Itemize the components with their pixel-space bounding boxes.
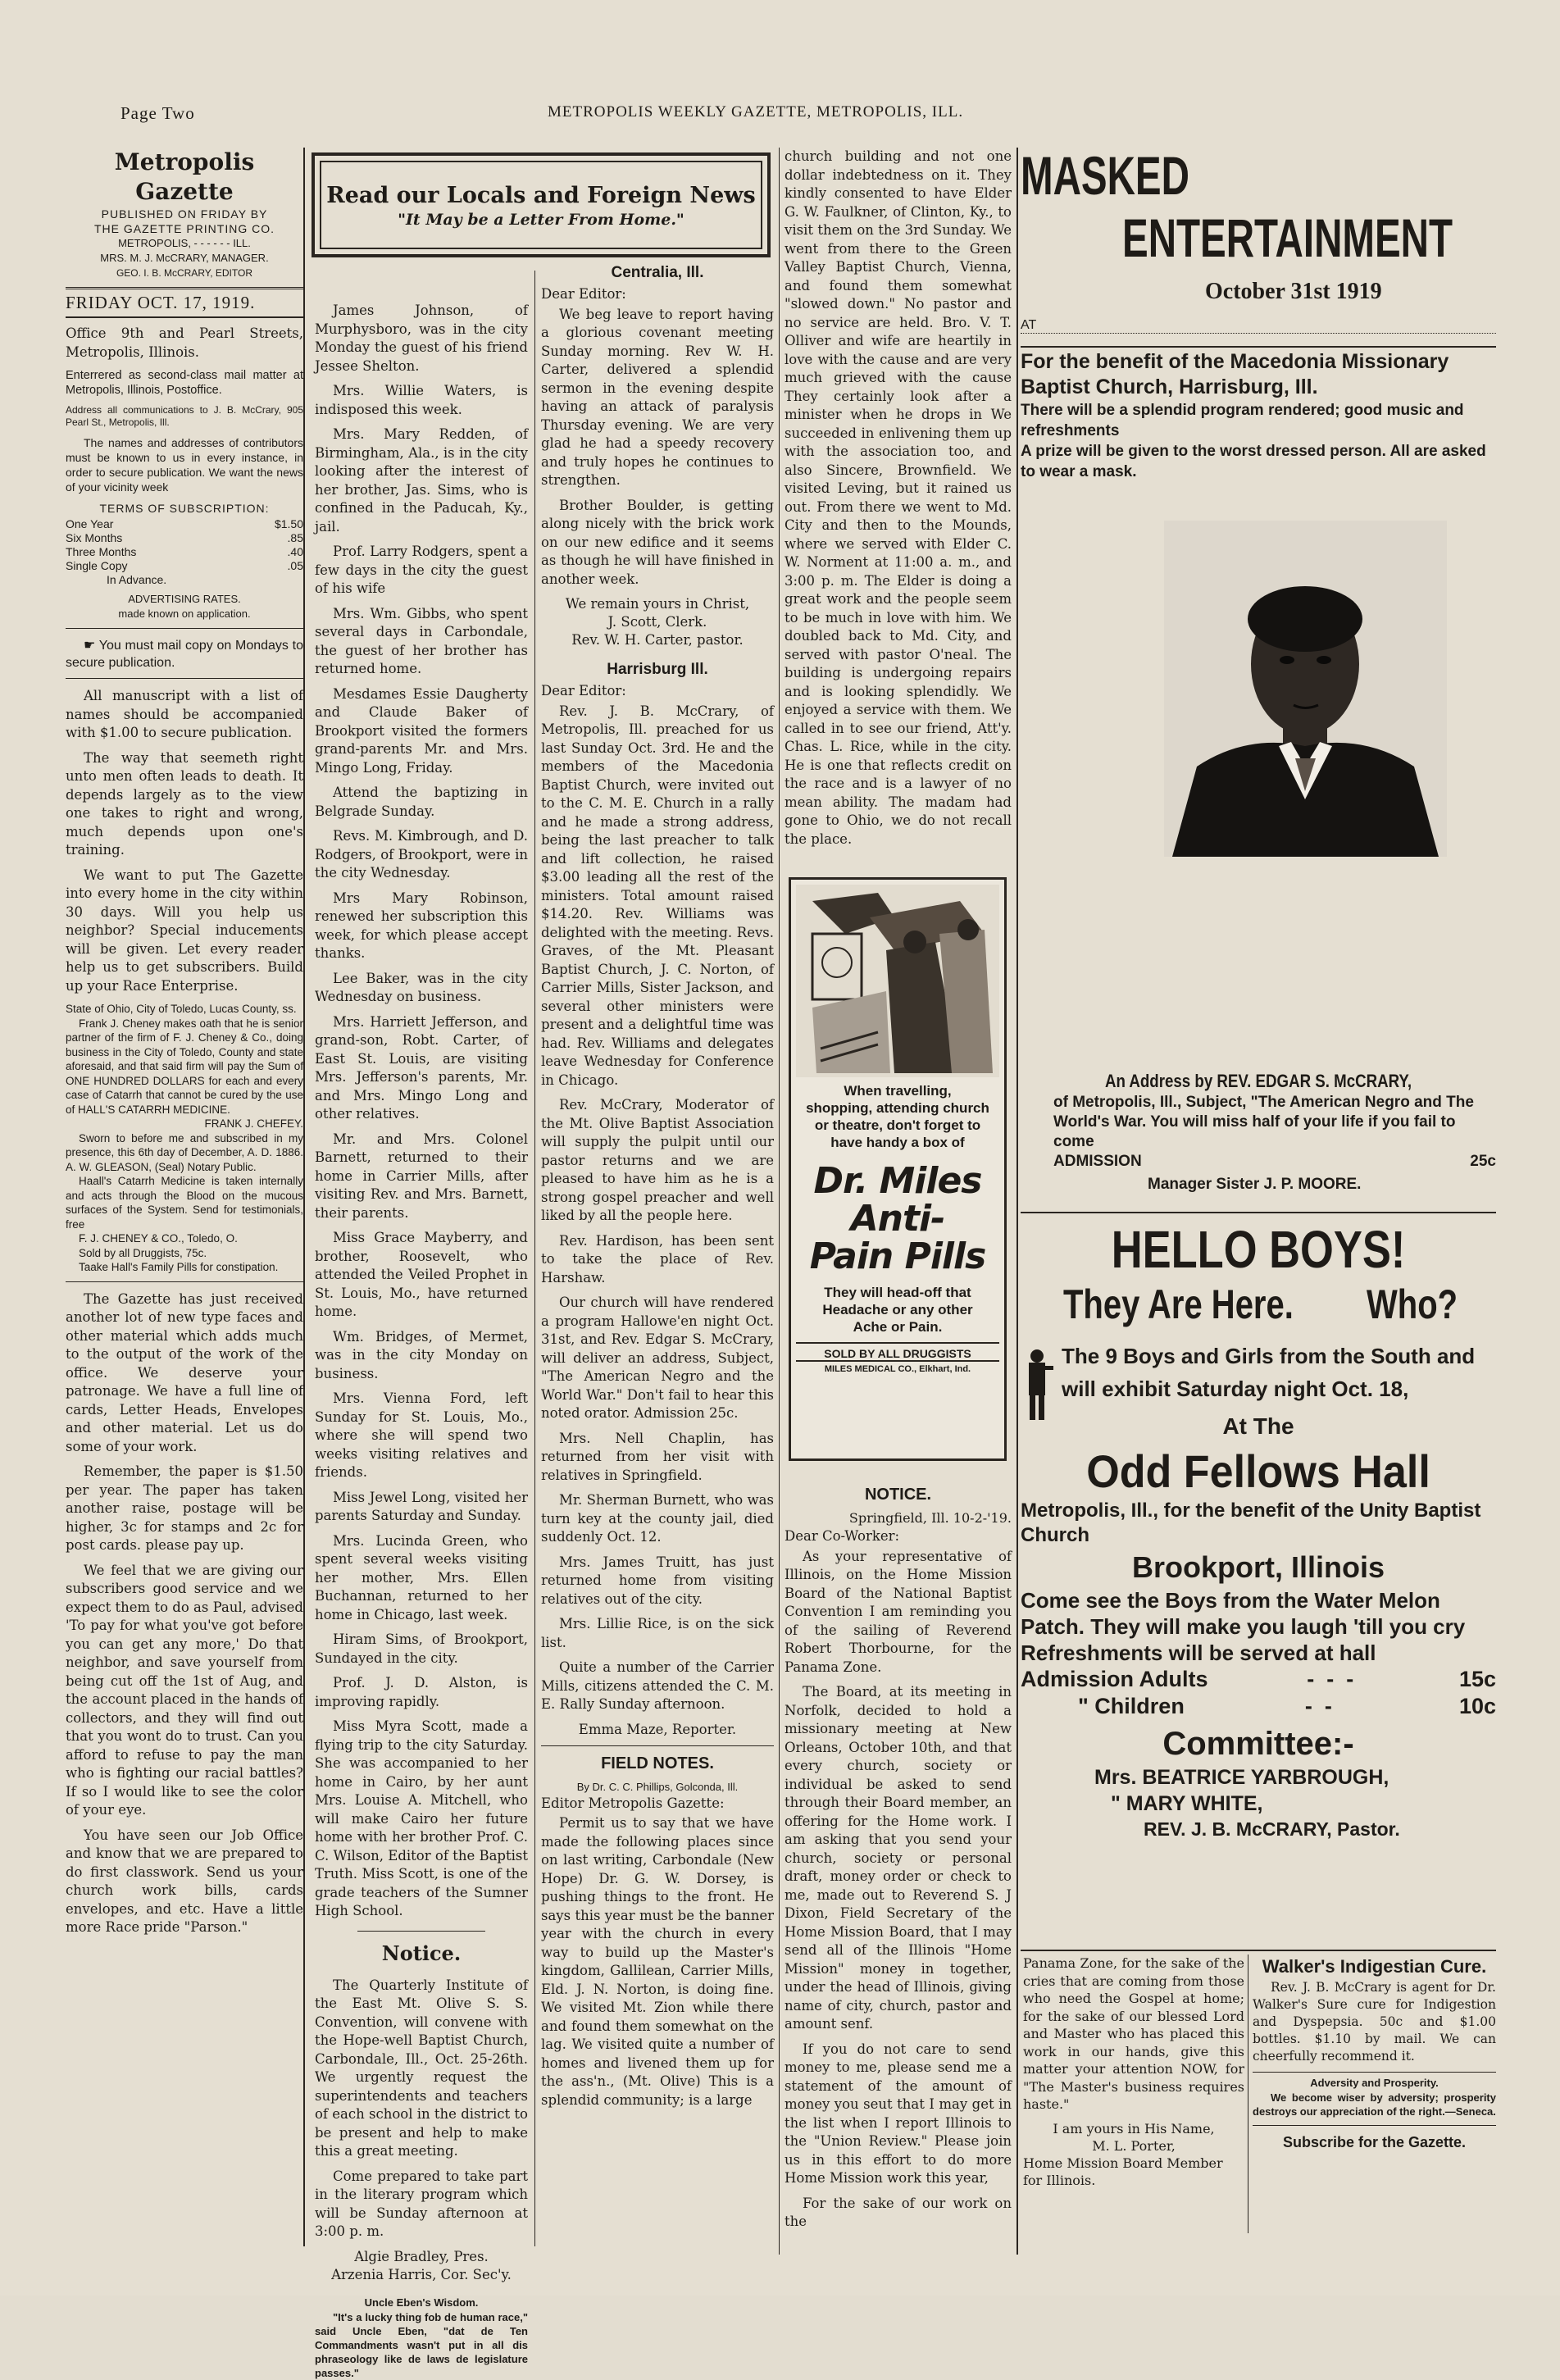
locals-box-subtitle: "It May be a Letter From Home." <box>398 211 684 229</box>
masthead <box>66 148 303 280</box>
man-silhouette-icon <box>1021 1348 1053 1422</box>
divider <box>357 1931 485 1932</box>
nine-boys: The 9 Boys and Girls from the South and will exhibit Saturday night Oct. 18, <box>1062 1344 1476 1401</box>
local-item: Lee Baker, was in the city Wednesday on business. <box>315 970 528 1004</box>
eben-title: Uncle Eben's Wisdom. <box>364 2296 479 2309</box>
notice-signature: Arzenia Harris, Cor. Sec'y. <box>331 2266 512 2282</box>
address-by: An Address by REV. EDGAR S. McCRARY, <box>1104 1071 1412 1091</box>
local-item: Miss Myra Scott, made a flying trip to the city Saturday. She was accompanied to her home in Cairo, by her aunt Mrs. Louise A. Mitchell, who will make Cairo her future home with her brother Prof. C. C. Wilson, Editor of the Baptist Truth. Miss Scott, is one of the grade teachers of the Sumner High School. <box>315 1718 528 1918</box>
divider <box>1253 2125 1496 2126</box>
notice-paragraph: As your representative of Illinois, on the Home Mission Board of the National Baptist Convention I am reminding you of the sailing of Reverend Robert Thorbourne, for the Panama Zone. <box>785 1548 1012 1675</box>
masthead-editor: GEO. I. B. McCRARY, EDITOR <box>116 267 253 279</box>
field-notes-continued: church building and not one dollar indebtedness on it. They kindly consented to have Elder G. W. Faulkner, of Clinton, Ky., to visit them on the 3rd Sunday. We went from there to the Green Valley Baptist Church, Vienna, and found them somewhat "slowed down." No pastor and no service are held. Bro. V. T. Olliver and wife are heartily in love with the cause and are very much grieved with the cause They certainly look after a minister when he drops in We succeeded in enlivening them up with the association too, and also Sincere, Brownfield. We visited Leving, but it rained us out. From there we went to Md. City and then to the Mounds, where we served with Elder C. W. Norment at 11:00 a. m., and 3:00 p. m. The Elder is doing a great work and the people seem to be much in love with him. We doubled back to Md. City, and served with pastor O'neal. The building is undergoing repairs and is looking splendidly. We enjoyed a service with them. We called in to see our friend, Att'y. Chas. L. Rice, while in the city. He is one that reflects credit on the race and is a lawyer of no mean ability. The madam had gone to Ohio, we do not recall the place. <box>785 148 1012 847</box>
notice-paragraph: Come prepared to take part in the literary program which will be Sunday afternoon at 3:00 p. m. <box>315 2168 528 2239</box>
ad-text: They will head-off that Headache or any other Ache or Pain. <box>822 1285 973 1335</box>
notice-title: NOTICE. <box>864 1486 932 1504</box>
centralia-title: Centralia, Ill. <box>611 264 704 281</box>
local-item: Hiram Sims, of Brookport, Sundayed in the city. <box>315 1631 528 1666</box>
notice-title: Notice. <box>381 1941 462 1965</box>
column-rule <box>534 271 535 2246</box>
notice-paragraph: For the sake of our work on the <box>785 2195 1012 2229</box>
admission-adults-row: Admission Adults - - - 15c <box>1021 1667 1496 1691</box>
local-item: Attend the baptizing in Belgrade Sunday. <box>315 785 528 819</box>
harrisburg-paragraph: Rev. J. B. McCrary, of Metropolis, Ill. preached for us last Sunday Oct. 3rd. He and the members of the Macedonia Baptist Church, were invited out to the C. M. E. Church in a rally and he made a strong address, being the last preacher to talk and lift collection, he raised $3.00 leading all the rest of the ministers. Total amount raised $14.20. Rev. Williams was delighted with the meeting. Revs. Graves, of the Mt. Pleasant Baptist Church, J. C. Norton, of Carrier Mills, Sister Jackson, and several other ministers were present and a delightful time was had. Rev. Williams and delegates leave Wednesday for Conference in Chicago. <box>541 703 774 1088</box>
local-item: Mrs. Mary Redden, of Birmingham, Ala., is in the city looking after the interest of her brother, Jas. Sims, who is confined in the Paducah, Ky., jail. <box>315 426 528 535</box>
field-notes-paragraph: Permit us to say that we have made the following places since on last writing, Carbondale (New Hope) Dr. G. W. Dorsey, is pushing things to the front. He says this year must be the banner year with the church in every way to build up the Master's kingdom, Gallilean, Carrier Mills, Eld. J. N. Norton, is doing fine. We visited Mt. Zion while there and found them somewhat on the lag. We visited quite a number of homes and livened them up for the ass'n., (Mt. Olive) This is a splendid community; is a large <box>541 1815 774 2108</box>
way-paragraph: The way that seemeth right unto men often leads to death. It depends largely as to the view one takes to right and wrong, much depends upon one's training. <box>66 749 303 858</box>
committee-member: " MARY WHITE, <box>1111 1792 1263 1815</box>
terms-title: TERMS OF SUBSCRIPTION: <box>99 502 270 515</box>
manuscript-notice: All manuscript with a list of names should be accompanied with $1.00 to secure publication. <box>66 688 303 740</box>
notice-paragraph: The Board, at its meeting in Norfolk, decided to hold a missionary meeting at New Orleans, October 10th, and that every church, society or individual be asked to send through their Board member, an offering for the Home work. I am asking that you send your church, society or personal draft, money order or check to me, made out to Reverend S. J Dixon, Field Secretary of the Home Mission Board, that I may send all of the Illinois "Home Mission" money in together, under the head of Illinois, giving name of city, church, pastor and amount senf. <box>785 1684 1012 2032</box>
harrisburg-paragraph: Rev. McCrary, Moderator of the Mt. Olive Baptist Association will supply the pulpit until our pastor returns and we are pleased to have him as he is a strong gospel preacher and well liked by all the people here. <box>541 1097 774 1223</box>
put-paragraph: We want to put The Gazette into every home in the city within 30 days. Will you help us neighbor? Special inducements will be given. Let every reader help us to get subscribers. Build up your Race Enterprise. <box>66 867 303 994</box>
column-2 <box>315 302 528 2379</box>
adversity-text: We become wiser by adversity; prosperity destroys our appreciation of the right.—Seneca. <box>1253 2091 1496 2118</box>
feel-paragraph: We feel that we are giving our subscribers good service and we expect them to do as Paul, advised 'To pay for what you've got before you can get any more,' Do that neighbor, and save yourself from being cut off the 1st of Aug, and the account placed in the hands of collectors, and they will find out that you wont do to trust. Can you afford to refuse to pay the man who is fighting our racial battles? If so I would like to see the color of your eye. <box>66 1562 303 1818</box>
hello-title: HELLO BOYS! <box>1111 1220 1406 1279</box>
local-item: Miss Jewel Long, visited her parents Saturday and Sunday. <box>315 1489 528 1523</box>
metro-benefit: Metropolis, Ill., for the benefit of the Unity Baptist Church <box>1021 1499 1481 1546</box>
harrisburg-paragraph: Mrs. Nell Chaplin, has returned from her visit with relatives in Springfield. <box>541 1430 774 1483</box>
harrisburg-greeting: Dear Editor: <box>541 683 626 699</box>
eben-text: "It's a lucky thing fob de human race," said Uncle Eben, "dat de Ten Commandments wasn't put in all dis phraseology like de laws de legislature passes." <box>315 2310 528 2379</box>
field-notes-byline: By Dr. C. C. Phillips, Golconda, Ill. <box>576 1780 739 1793</box>
notice-paragraph: The Quarterly Institute of the East Mt. Olive S. S. Convention, will convene with the Hope-well Baptist Church, Carbondale, Ill., Oct. 25-26th. We urgently request the superintendents and teachers of each school in the district to be present and help to make this a great meeting. <box>315 1977 528 2159</box>
page-label: Page Two <box>121 103 195 123</box>
centralia-signature: J. Scott, Clerk. <box>607 614 707 630</box>
yours-line: I am yours in His Name, <box>1053 2120 1215 2137</box>
locals-box <box>312 152 771 257</box>
field-notes-greeting: Editor Metropolis Gazette: <box>541 1795 725 1811</box>
entertainment-title: ENTERTAINMENT <box>1122 207 1453 268</box>
centralia-paragraph: We beg leave to report having a glorious covenant meeting Sunday morning. Rev W. H. Carter, delivered a splendid sermon in the evening despite having an attack of paralysis Thursday evening. We are very glad he had a speedy recovery and truly hopes he continues to strengthen. <box>541 306 774 488</box>
local-item: Miss Grace Mayberry, and brother, Roosevelt, who attended the Veiled Prophet in St. Louis, Mo., have returned home. <box>315 1230 528 1319</box>
committee: Committee:- <box>1162 1726 1354 1762</box>
cheney-ad: State of Ohio, City of Toledo, Lucas County, ss. Frank J. Cheney makes oath that he is senior partner of the firm of F. J. Cheney & Co., doing business in the City of Toledo, County and state aforesaid, and that said firm will pay the Sum of ONE HUNDRED DOLLARS for each and every case of Catarrh that cannot be cured by the use of HALL'S CATARRH MEDICINE. FRANK J. CHEFEY. Sworn to before me and subscribed in my presence, this 6th day of December, A. D. 1886. A. W. GLEASON, (Seal) Notary Public. Haall's Catarrh Medicine is taken internally and acts through the Blood on the mucous surfaces of the System. Send for testimonials, free F. J. CHENEY & CO., Toledo, O. Sold by all Druggists, 75c. Taake Hall's Family Pills for constipation. <box>66 1003 303 1273</box>
harrisburg-paragraph: Quite a number of the Carrier Mills, citizens attended the C. M. E. Rally Sunday afternoon. <box>541 1659 774 1712</box>
masthead-line: PUBLISHED ON FRIDAY BY <box>101 207 268 221</box>
refreshments: Refreshments will be served at hall <box>1021 1641 1376 1665</box>
masthead-manager: MRS. M. J. McCRARY, MANAGER. <box>100 252 269 264</box>
field-notes-title: FIELD NOTES. <box>601 1754 714 1772</box>
centralia-paragraph: Brother Boulder, is getting along nicely with the brick work on our new edifice and it seems as though he will have finished in another week. <box>541 497 774 587</box>
divider <box>66 678 303 679</box>
locals-box-title: Read our Locals and Foreign News <box>326 183 756 208</box>
hello-boys-ad <box>1021 1220 1496 1950</box>
divider <box>66 1281 303 1282</box>
harrisburg-paragraph: Rev. Hardison, has been sent to take the place of Rev. Harshaw. <box>541 1232 774 1286</box>
centralia-signature: Rev. W. H. Carter, pastor. <box>571 632 744 648</box>
running-title: METROPOLIS WEEKLY GAZETTE, METROPOLIS, ILL. <box>548 103 964 121</box>
adv-note: made known on application. <box>66 607 303 629</box>
admission-row: ADMISSION 25c <box>1053 1153 1496 1170</box>
local-item: Prof. Larry Rodgers, spent a few days in the city the guest of his wife <box>315 544 528 596</box>
adv-title: ADVERTISING RATES. <box>128 593 241 605</box>
masked-title: MASKED <box>1021 145 1189 206</box>
porter-name: M. L. Porter, <box>1092 2137 1176 2154</box>
column-rule <box>779 148 780 2255</box>
column-rule <box>1017 148 1018 2255</box>
local-item: Mrs. Wm. Gibbs, who spent several days in Carbondale, the guest of her brother has returned home. <box>315 605 528 676</box>
local-item: Prof. J. D. Alston, is improving rapidly. <box>315 1675 528 1709</box>
remember-paragraph: Remember, the paper is $1.50 per year. The paper has taken another raise, postage will be higher, 3c for stamps and 2c for post cards. please pay up. <box>66 1463 303 1553</box>
ad-company: MILES MEDICAL CO., Elkhart, Ind. <box>796 1360 999 1374</box>
walker-title: Walker's Indigestian Cure. <box>1262 1956 1487 1977</box>
terms-row: One Year $1.50 <box>66 517 303 530</box>
notice-greeting: Dear Co-Worker: <box>785 1528 900 1544</box>
they-are-here: They Are Here. <box>1063 1281 1294 1327</box>
dr-miles-ad <box>789 877 1007 1461</box>
local-item: James Johnson, of Murphysboro, was in the city Monday the guest of his friend Jessee Shelton. <box>315 303 528 374</box>
at-the: At The <box>1222 1413 1294 1439</box>
pointing-hand-icon: ☛ <box>84 639 96 653</box>
come-see: Come see the Boys from the Water Melon Patch. They will make you laugh 'till you cry <box>1021 1588 1466 1639</box>
admission-children-row: " Children - - 10c <box>1078 1694 1496 1718</box>
subscribe-line: Subscribe for the Gazette. <box>1282 2134 1467 2150</box>
ad-intro: When travelling, shopping, attending church or theatre, don't forget to have handy a box of <box>806 1083 989 1150</box>
job-paragraph: You have seen our Job Office and know that we are prepared to do first classwork. Send us your church work bills, cards envelopes, and etc. Have a little more Race pride "Parson." <box>66 1827 303 1935</box>
walker-ad-column <box>1253 1955 1496 2250</box>
harrisburg-paragraph: Mrs. James Truitt, has just returned home from visiting relatives out of the city. <box>541 1554 774 1607</box>
masked-date: October 31st 1919 <box>1205 279 1382 304</box>
masthead-line: THE GAZETTE PRINTING CO. <box>93 222 275 235</box>
who-text: Who? <box>1367 1281 1458 1327</box>
office-address: Office 9th and Pearl Streets, Metropolis, Illinois. <box>66 325 303 360</box>
masthead-title: Metropolis Gazette <box>114 148 255 205</box>
column-4-bottom <box>785 1486 1012 2248</box>
panama-continued <box>1023 1955 1244 2250</box>
local-item: Mrs. Lucinda Green, who spent several weeks visiting her mother, Mrs. Ellen Buchannan, returned to her home in Chicago, last week. <box>315 1532 528 1622</box>
terms-row: Three Months .40 <box>66 545 303 558</box>
masked-at: AT <box>1021 318 1496 334</box>
adversity-title: Adversity and Prosperity. <box>1310 2077 1439 2089</box>
portrait-photo <box>1164 521 1447 857</box>
notice-signature: Algie Bradley, Pres. <box>354 2248 489 2264</box>
local-item: Mrs. Willie Waters, is indisposed this week. <box>315 383 528 417</box>
notice-place: Springfield, Ill. 10-2-'19. <box>848 1510 1012 1526</box>
ad-sold: SOLD BY ALL DRUGGISTS <box>796 1342 999 1360</box>
divider <box>541 1745 774 1746</box>
ad-brand: Dr. Miles Anti- Pain Pills <box>809 1160 986 1277</box>
local-item: Mrs Mary Robinson, renewed her subscription this week, for which please accept thanks. <box>315 890 528 961</box>
walker-text: Rev. J. B. McCrary is agent for Dr. Walker's Sure cure for Indigestion and Dyspepsia. 50c and $1.00 bottles. $1.10 by mail. We can cheerfully recommend it. <box>1253 1980 1496 2064</box>
committee-member: Mrs. BEATRICE YARBROUGH, <box>1094 1766 1389 1789</box>
harrisburg-paragraph: Mr. Sherman Burnett, who was turn key at the county jail, died suddenly Oct. 12. <box>541 1492 774 1545</box>
column-rule <box>303 148 305 2246</box>
address-notice: Address all communications to J. B. McCrary, 905 Pearl St., Metropolis, Ill. <box>66 404 303 428</box>
portrait-illustration <box>1164 521 1447 857</box>
local-item: Mrs. Vienna Ford, left Sunday for St. Louis, Mo., where she will spend two weeks visiting relatives and friends. <box>315 1390 528 1480</box>
entered-notice: Enterrered as second-class mail matter at Metropolis, Illinois, Postoffice. <box>66 369 303 397</box>
harrisburg-paragraph: Mrs. Lillie Rice, is on the sick list. <box>541 1616 774 1650</box>
brookport: Brookport, Illinois <box>1131 1550 1385 1584</box>
harrisburg-signature: Emma Maze, Reporter. <box>578 1721 737 1737</box>
column-1 <box>66 148 303 2246</box>
masked-entertainment-ad <box>1021 145 1496 1189</box>
benefit-line: For the benefit of the Macedonia Missionary Baptist Church, Harrisburg, Ill. <box>1021 350 1449 398</box>
centralia-close: We remain yours in Christ, <box>565 596 750 612</box>
terms-row: Six Months .85 <box>66 531 303 544</box>
panama-paragraph: Panama Zone, for the sake of the cries that are coming from those who need the Gospel at home; for the sake of our blessed Lord and Master who has placed this work in our hands, give this matter your attention NOW, for "The Master's business requires haste." <box>1023 1955 1244 2112</box>
local-item: Mr. and Mrs. Colonel Barnett, returned to their home in Carrier Mills, after visiting Rev. and Mrs. Barnett, their parents. <box>315 1131 528 1221</box>
masthead-place: METROPOLIS, - - - - - - ILL. <box>118 237 251 249</box>
divider <box>1253 2072 1496 2073</box>
program-line: There will be a splendid program rendered; good music and refreshments <box>1021 402 1464 439</box>
travel-illustration <box>796 885 999 1077</box>
committee-member: REV. J. B. McCRARY, Pastor. <box>1144 1818 1400 1840</box>
terms-row: Single Copy .05 <box>66 559 303 572</box>
notice-paragraph: If you do not care to send money to me, please send me a statement of the amount of money you seut that I may get in the list when I report Illinois to the "Union Review." Please join us in this effort to do more Home Mission work this year, <box>785 2041 1012 2186</box>
local-item: Mesdames Essie Daugherty and Claude Baker of Brookport visited the formers grand-parents Mr. and Mrs. Mingo Long, Friday. <box>315 685 528 776</box>
divider <box>1021 1212 1496 1213</box>
divider <box>1021 1950 1496 1951</box>
received-paragraph: The Gazette has just received another lot of new type faces and other material which adds much to the output of the work of the office. We deserve your patronage. We have a full line of cards, Letter Heads, Envelopes and other material. Let us do some of your work. <box>66 1290 303 1454</box>
local-item: Mrs. Harriett Jefferson, and grand-son, Robt. Carter, of East St. Louis, are visiting Mrs. Jefferson's parents, Mr. and Mrs. Mingo Long and other relatives. <box>315 1013 528 1122</box>
names-notice: The names and addresses of contributors must be known to us in every instance, in order to secure publication. We want the news of your vicinity week <box>66 436 303 494</box>
address-text: of Metropolis, Ill., Subject, "The American Negro and The World's War. You will miss half of your life if you fail to come <box>1053 1094 1474 1150</box>
centralia-greeting: Dear Editor: <box>541 286 626 302</box>
prize-line: A prize will be given to the worst dressed person. All are asked to wear a mask. <box>1021 443 1486 480</box>
mail-copy: ☛ You must mail copy on Mondays to secure publication. <box>66 639 303 670</box>
terms-list <box>66 517 303 587</box>
divider <box>1021 346 1496 348</box>
harrisburg-paragraph: Our church will have rendered a program Hallowe'en night Oct. 31st, and Rev. Edgar S. McCrary, will deliver an address, Subject, "The American Negro and the World War." Don't fail to hear this noted orator. Admission 25c. <box>541 1295 774 1421</box>
issue-date: FRIDAY OCT. 17, 1919. <box>66 287 303 318</box>
odd-fellows-hall: Odd Fellows Hall <box>1086 1445 1430 1497</box>
local-item: Wm. Bridges, of Mermet, was in the city Monday on business. <box>315 1328 528 1381</box>
terms-row: In Advance. <box>107 573 167 586</box>
porter-title: Home Mission Board Member for Illinois. <box>1023 2155 1223 2188</box>
harrisburg-title: Harrisburg Ill. <box>607 661 708 678</box>
local-item: Revs. M. Kimbrough, and D. Rodgers, of Brookport, were in the city Wednesday. <box>315 828 528 881</box>
column-4-top <box>785 148 1012 869</box>
manager-line: Manager Sister J. P. MOORE. <box>1148 1176 1362 1193</box>
column-3 <box>541 264 774 2248</box>
